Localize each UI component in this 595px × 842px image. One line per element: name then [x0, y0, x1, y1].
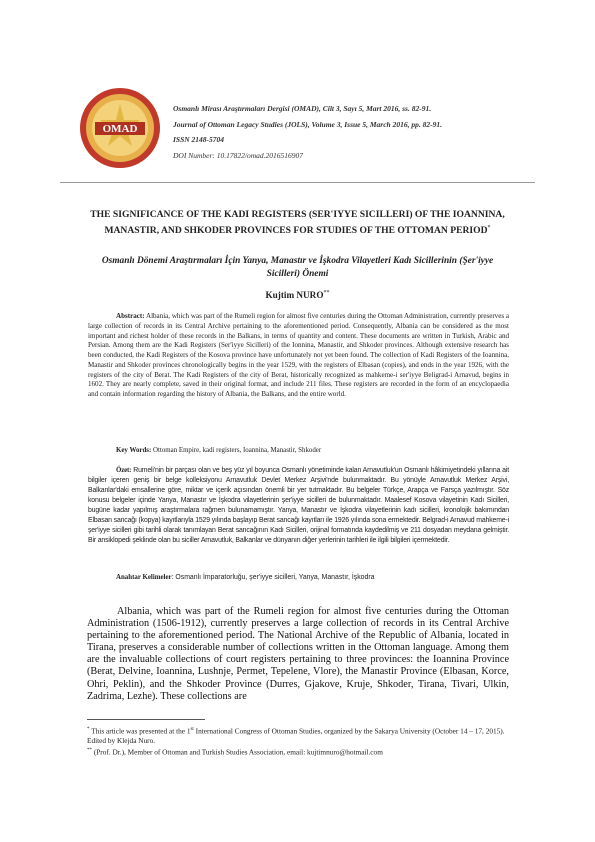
- author-footnote-mark: **: [323, 290, 330, 296]
- journal-header: [173, 101, 442, 163]
- footnote-rule: [87, 719, 205, 720]
- footnote-1: [87, 725, 511, 745]
- abstract: [88, 312, 509, 400]
- paper-title: [80, 209, 515, 237]
- header-issn: ISSN 2148-5704: [173, 135, 225, 145]
- anahtar-label: Anahtar Kelimeler: [116, 574, 172, 581]
- journal-logo: [78, 86, 162, 170]
- footnote-2: [87, 746, 511, 757]
- header-line-tr: Osmanlı Mirası Araştırmaları Dergisi (OMAD), Cilt 3, Sayı 5, Mart 2016, ss. 82-91.: [173, 104, 432, 113]
- abstract-text: Albania, which was part of the Rumeli region for almost five centuries during the Ottoman Administration, currently preserves a large collection of records in its Central Archive pertaining to the aforementioned period. Consequently, Albania can be considered as the most important and richest holder of these records in the Balkans, in terms of quantity and content. These documents are written in Turkish, Arabic and Persian. Among them are the Kadi Registers (Ser'iyye Sicilleri) of the Ionnina, Manastir, and Shkoder provinces. Although extensive research has been conducted, the Kadi Registers of the Kosova province have unfortunately not yet been found. The collection of Kadi Registers of the Ioannina, Manastir and Shkoder provinces chronologically begins in the year 1529, with the registers of Elbasan (copies), and ends in the year 1926, with the registers of the city of Berat. The Kadi Registers of the city of Berat, historically recognized as mahkeme-i ser'iyye Beligrad-i Arnavud, begins in 1602. They are nearly complete, saved in their original format, and include 211 files. These registers are recorded in the form of an encyclopaedia and contain information regarding the history of Albania, the Balkans, and the entire world.: [88, 312, 509, 398]
- keywords-label: Key Words:: [116, 447, 152, 454]
- author-name: Kujtim NURO: [265, 290, 324, 301]
- ozet: [88, 466, 509, 546]
- header-doi: DOI Number: 10.17822/omad.2016516907: [173, 150, 303, 160]
- keywords-text: Ottoman Empire, kadi registers, Ioannina, Manastir, Shkoder: [151, 447, 322, 454]
- ozet-text: Rumeli'nin bir parçası olan ve beş yüz yıl boyunca Osmanlı yönetiminde kalan Arnavutluk'un Osmanlı hâkimiyetindeki yıllarına ait bilgiler içeren geniş bir belge kolleksiyonu Arnavutluk Devlet Merkez Arşivi'nde bulunmaktadır. Bu yönüyle Arnavutluk Merkez Arşivi, Balkanlar'daki emsallerine göre, miktar ve içerik açısından önemli bir yer tutmaktadır. Bu belgeler Türkçe, Arapça ve Farsça yazılmıştır. Söz konusu belgeler içinde Yanya, Manastır ve İşkodra vilayetlerinin şer'iyye sicilleri de bulunmaktadır. Maalesef Kosova vilayetinin Kadı Sicilleri, bugüne kadar yapılmış araştırmalara rağmen bulunamamıştır. Yanya, Manastır ve İşkodra vilayetlerinin kadı sicilleri, kronolojik bakımından Elbasan sancağı (kopya) kayıtlarıyla 1529 yılında başlayıp Berat sancağı kayıtları ile 1926 yılında sona ermektedir. Belgrad-i Arnavud mahkeme-i şer'iyye sicilleri gibi tarihli olarak tanımlayan Berat sancağının Kadı Sicilleri, orijinal formatında kaydedilmiş ve 211 dosyadan meydana gelmiştir. Bir ansiklopedi şeklinde olan bu siciller Arnavutluk, Balkanlar ve dünyanın diğer yerlerinin tarihleri ile ilgili bilgileri içermektedir.: [88, 467, 509, 545]
- footnote-2-mark: **: [87, 748, 92, 753]
- paper-subtitle: Osmanlı Dönemi Araştırmaları İçin Yanya, Manastır ve İşkodra Vilayetleri Kadı Sicillerinin (Şer'iyye Sicilleri) Önemi: [101, 256, 494, 279]
- paper-title-text: THE SIGNIFICANCE OF THE KADI REGISTERS (SER'IYYE SICILLERI) OF THE IOANNINA, MANASTIR, AND SHKODER PROVINCES FOR STUDIES OF THE OTTOMAN PERIOD: [90, 209, 505, 236]
- author: [0, 290, 595, 300]
- logo-text: OMAD: [102, 123, 138, 135]
- abstract-label: Abstract:: [116, 312, 145, 320]
- footnote-1-mark: *: [87, 727, 90, 732]
- footnote-1-text-a: This article was presented at the 1: [89, 726, 191, 736]
- anahtar-text: : Osmanlı İmparatorluğu, şer'iyye sicilleri, Yanya, Manastır, İşkodra: [171, 574, 375, 581]
- body-paragraph: Albania, which was part of the Rumeli region for almost five centuries during the Ottoman Administration (1506-1912), currently preserves a large collection of records in its Central Archive pertaining to the aforementioned period. The National Archive of the Republic of Albania, located in Tirana, preserves a considerable number of collections written in the Ottoman language. Among them are the invaluable collections of court registers pertaining to three provinces: the Ioannina Province (Berat, Delvine, Ioannina, Lushnje, Permet, Tepelene, Vlore), the Manastir Province (Elbasan, Korce, Ohri, Peklin), and the Shkoder Province (Durres, Gjakove, Kruje, Shkoder, Tirana, Tivari, Ulkin, Zadrima, Lezhe). These collections are: [87, 606, 509, 702]
- title-footnote-mark: *: [487, 224, 491, 231]
- footnote-2-text: (Prof. Dr.), Member of Ottoman and Turkish Studies Association, email: kujtimnuro@hotmail.com: [92, 747, 383, 757]
- footnote-1-sup: st: [190, 727, 194, 732]
- header-line-en: Journal of Ottoman Legacy Studies (JOLS), Volume 3, Issue 5, March 2016, pp. 82-91.: [173, 119, 442, 129]
- ozet-label: Özet:: [116, 467, 132, 474]
- footnote-1-text-b: International Congress of Ottoman Studies, organized by the Sakarya University (October 14 – 17, 2015). Edited by Klejda Nuro.: [87, 726, 505, 745]
- anahtar-kelimeler: [116, 574, 511, 581]
- header-rule: [60, 182, 535, 183]
- keywords: [116, 447, 511, 454]
